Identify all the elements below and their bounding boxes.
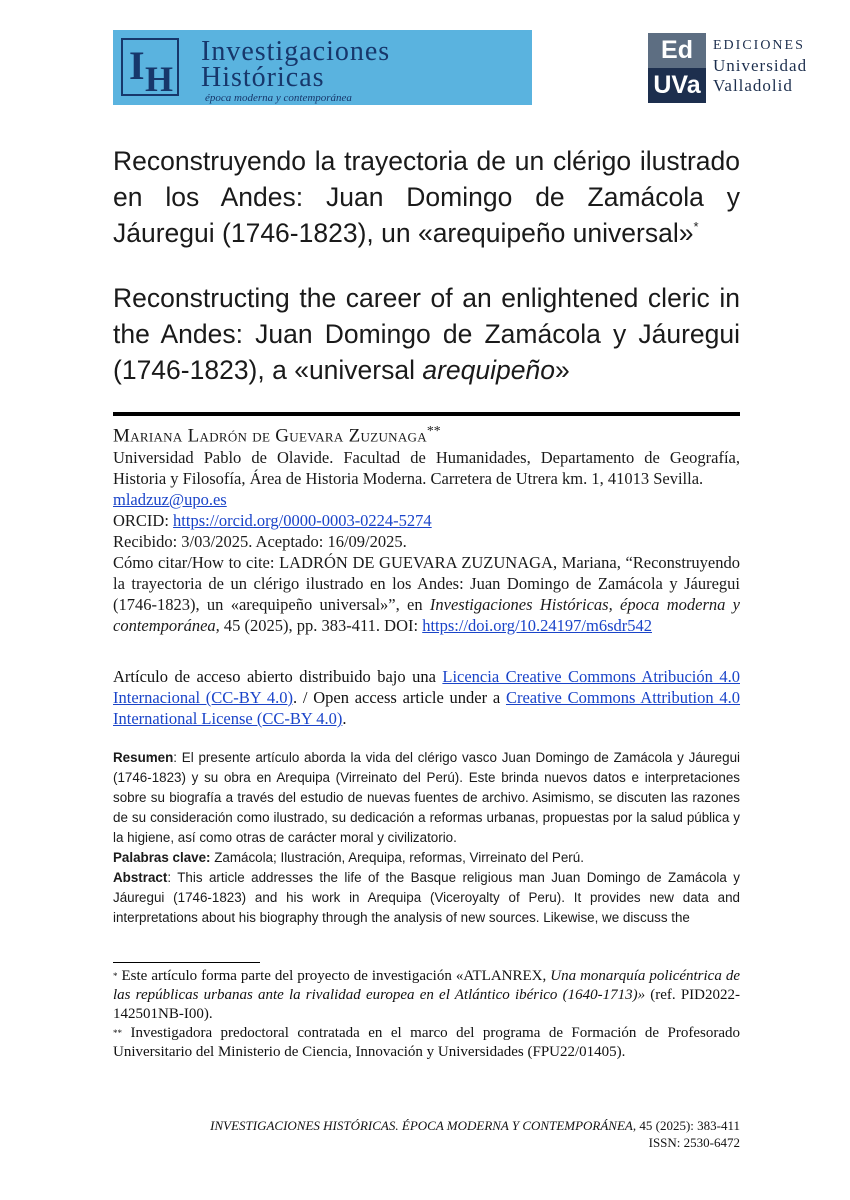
page-footer — [113, 1117, 740, 1151]
resumen-paragraph — [113, 748, 740, 848]
author-info — [113, 420, 740, 636]
journal-logo — [113, 30, 532, 105]
footer-citation — [113, 1117, 740, 1134]
cite-text-1: Cómo citar/How to cite: LADRÓN DE GUEVARA ZUZUNAGA, Mariana, “Reconstruyendo la trayectoria de un clérigo ilustrado en los Andes: Juan Domingo de Zamácola y Jáuregui (1746-1823), un «arequipeño universal»”, en — [113, 552, 740, 614]
publisher-logo-uva: UVa — [648, 68, 706, 103]
footnote-ref-2[interactable]: ** — [426, 423, 441, 438]
journal-logo-subtitle: época moderna y contemporánea — [205, 92, 352, 104]
title-english-text: Reconstructing the career of an enlightened cleric in the Andes: Juan Domingo de Zamácola y Jáuregui (1746-1823), a «universal — [113, 283, 740, 385]
orcid-label: ORCID: — [113, 510, 174, 530]
footnotes — [113, 967, 740, 1062]
received-accepted-dates: Recibido: 3/03/2025. Aceptado: 16/09/2025. — [113, 531, 407, 551]
license-text-3: . — [342, 709, 347, 728]
orcid-line — [113, 510, 740, 531]
resumen-text: : El presente artículo aborda la vida del clérigo vasco Juan Domingo de Zamácola y Jáuregui (1746-1823) y su obra en Arequipa (Virreinato del Perú). Este brinda nuevos datos e interpretaciones sobre su biografía a través del estudio de nuevas fuentes de archivo. Asimismo, se discuten las razones de su consideración como ilustrado, su dedicación a reformas urbanas, propuestas por la salud pública y la higiene, así como otras de carácter moral y civilizatorio. — [113, 750, 740, 845]
footnote-1-ref: (ref. PID2022-142501NB-I00). — [113, 987, 740, 1022]
keywords-label: Palabras clave: — [113, 850, 211, 865]
title-divider — [113, 412, 740, 416]
license-text-2: . / Open access article under a — [292, 688, 506, 707]
publisher-name — [713, 36, 843, 96]
cite-journal-italic: Investigaciones Históricas, época moderna y contemporánea, — [113, 594, 740, 635]
logo-letter-i: I — [129, 43, 145, 88]
resumen-label: Resumen — [113, 750, 174, 765]
journal-logo-line1: Investigaciones — [201, 36, 391, 67]
title-english-italic: arequipeño — [422, 355, 555, 385]
title-english — [113, 280, 740, 388]
author-email-link[interactable]: mladzuz@upo.es — [113, 489, 227, 509]
abstract-paragraph — [113, 868, 740, 928]
author-name: Mariana Ladrón de Guevara Zuzunaga — [113, 425, 427, 447]
logo-letter-h: H — [145, 59, 174, 99]
license-link-es[interactable]: Licencia Creative Commons Atribución 4.0 Internacional (CC-BY 4.0) — [113, 667, 740, 707]
footnote-2 — [113, 1024, 740, 1062]
footnote-2-mark: ** — [113, 1028, 122, 1038]
cite-text-2: 45 (2025), pp. 383-411. DOI: — [219, 615, 423, 635]
footnote-2-text: Investigadora predoctoral contratada en el marco del programa de Formación de Profesorado Universitario del Ministerio de Ciencia, Innovación y Universidades (FPU22/01405). — [113, 1025, 740, 1060]
footnote-ref-1[interactable]: * — [693, 219, 699, 234]
publisher-name-line1: EDICIONES — [713, 38, 805, 53]
footnote-1-italic: Una monarquía policéntrica de las repúblicas urbanas ante la rivalidad europea en el Atlántico ibérico (1640-1713)» — [113, 968, 740, 1003]
footer-issn: ISSN: 2530-6472 — [648, 1135, 740, 1150]
author-line — [113, 420, 740, 447]
abstract-label: Abstract — [113, 870, 168, 885]
journal-logo-mark — [121, 38, 179, 99]
publisher-name-line2: Universidad — [713, 56, 808, 75]
title-english-end: » — [554, 355, 570, 385]
orcid-link[interactable]: https://orcid.org/0000-0003-0224-5274 — [173, 510, 432, 530]
abstract-text: : This article addresses the life of the Basque religious man Juan Domingo de Zamácola y Jáuregui (1746-1823) and his work in Arequipa (Viceroyalty of Peru). It provides new data and interpretations about his biography through the analysis of new sources. Likewise, we discuss the — [113, 870, 740, 925]
title-spanish — [113, 143, 740, 251]
footnote-1-mark: * — [113, 971, 118, 981]
footer-journal: INVESTIGACIONES HISTÓRICAS. ÉPOCA MODERNA Y CONTEMPORÁNEA — [210, 1118, 633, 1133]
license-link-en[interactable]: Creative Commons Attribution 4.0 International License (CC-BY 4.0) — [113, 688, 741, 728]
license-text-1: Artículo de acceso abierto distribuido bajo una — [113, 667, 443, 686]
abstract-section — [113, 748, 740, 928]
keywords-text: Zamácola; Ilustración, Arequipa, reformas, Virreinato del Perú. — [210, 850, 584, 865]
how-to-cite — [113, 552, 740, 636]
footnote-1 — [113, 967, 740, 1024]
keywords-paragraph — [113, 848, 740, 868]
footnote-divider — [113, 962, 260, 963]
journal-logo-line2: Históricas — [201, 62, 325, 93]
footer-issue: , 45 (2025): 383-411 — [632, 1118, 740, 1133]
publisher-logo-ed: Ed — [648, 33, 706, 68]
footnote-1-text: Este artículo forma parte del proyecto de investigación «ATLANREX, — [117, 968, 551, 984]
doi-link[interactable]: https://doi.org/10.24197/m6sdr542 — [422, 615, 652, 635]
license-notice — [113, 666, 740, 729]
author-affiliation: Universidad Pablo de Olavide. Facultad de Humanidades, Departamento de Geografía, Historia y Filosofía, Área de Historia Moderna. Carretera de Utrera km. 1, 41013 Sevilla. — [113, 447, 740, 488]
publisher-name-line3: Valladolid — [713, 76, 793, 95]
title-spanish-text: Reconstruyendo la trayectoria de un clérigo ilustrado en los Andes: Juan Domingo de Zamácola y Jáuregui (1746-1823), un «arequipeño universal» — [113, 146, 740, 248]
